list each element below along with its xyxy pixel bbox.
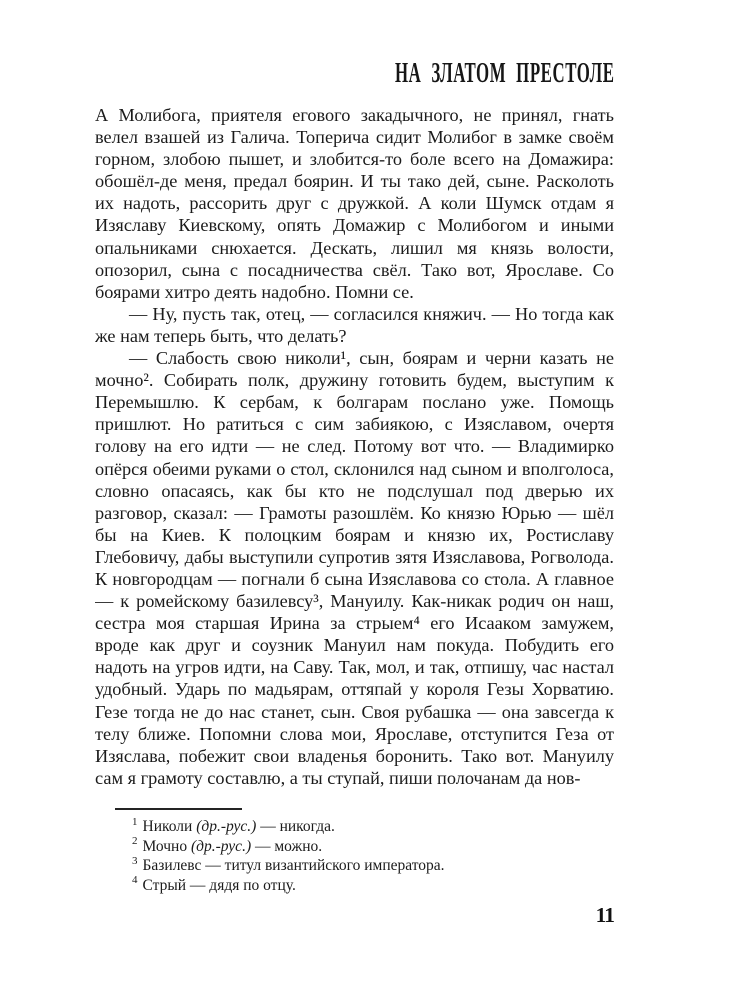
- footnote-term: Стрый — дядя по отцу.: [142, 876, 296, 894]
- footnote-number: 3: [132, 854, 138, 867]
- footnote: [95, 817, 614, 837]
- footnote-term: Мочно: [142, 837, 191, 855]
- footnote: [95, 856, 614, 876]
- footnote: [95, 837, 614, 857]
- footnote-number: 2: [132, 835, 138, 848]
- paragraph: — Ну, пусть так, отец, — согласился княжич. — Но тогда как же нам теперь быть, что делать?: [95, 303, 614, 346]
- footnote-lang-label: (др.-рус.): [196, 818, 257, 835]
- running-header: [95, 57, 615, 90]
- paragraph: А Молибога, приятеля егового закадычного, не принял, гнать велел взашей из Галича. Топерича сидит Молибог в замке своём горном, злобою пышет, и злобится-то боле всего на Домажира: обошёл-де меня, предал боярин. И ты тако дей, сыне. Расколоть их надоть, рассорить друг с дружкой. А коли Шумск отдам я Изяславу Киевскому, опять Домажир с Молибогом и иными опальниками снюхается. Дескать, лишил мя князь волости, опозорил, сына с посадничества свёл. Тако вот, Ярославе. Со боярами хитро деять надобно. Помни се.: [95, 105, 614, 302]
- page-number: 11: [595, 903, 614, 927]
- footnote-term: Николи: [142, 818, 197, 835]
- footnote-number: 1: [132, 815, 138, 828]
- footnote-separator: [115, 808, 242, 810]
- footnote-definition: — никогда.: [256, 818, 335, 835]
- chapter-title: НА ЗЛАТОМ ПРЕСТОЛЕ: [395, 57, 615, 89]
- footnote-lang-label: (др.-рус.): [190, 837, 252, 855]
- footnotes: [95, 808, 614, 895]
- footnote: [95, 876, 614, 896]
- body-text: [95, 104, 614, 804]
- footnote-number: 4: [132, 874, 138, 887]
- paragraph: — Слабость свою николи¹, сын, боярам и черни казать не мочно². Собирать полк, дружину готовить будем, выступим к Перемышлю. К сербам, к болгарам послано уже. Помощь пришлют. Но ратиться с сим забиякою, с Изяславом, очертя голову на его идти — не след. Потому вот что. — Владимирко опёрся обеими руками о стол, склонился над сыном и вполголоса, словно опасаясь, как бы кто не подслушал под дверью их разговор, сказал: — Грамоты разошлём. Ко князю Юрью — шёл бы на Киев. К полоцким боярам и князю их, Ростиславу Глебовичу, дабы выступили супротив зятя Изяславова, Рогволода. К новгородцам — погнали б сына Изяславова со стола. А главное — к ромейскому базилевсу³, Мануилу. Как-никак родич он наш, сестра моя старшая Ирина за стрыем⁴ его Исааком замужем, вроде как друг и соузник Мануил нам покуда. Побудить его надоть на угров идти, на Саву. Так, мол, и так, отпишу, час настал удобный. Ударь по мадьярам, оттяпай у короля Гезы Хорватию. Гезе тогда не до нас станет, сын. Своя рубашка — она завсегда к телу ближе. Попомни слова мои, Ярославе, отступится Геза от Изяслава, побежит свои владенья боронить. Тако вот. Мануилу сам я грамоту составлю, а ты ступай, пиши полочанам да нов-: [95, 348, 614, 788]
- footnote-definition: — можно.: [251, 837, 323, 855]
- footnote-term: Базилевс — титул византийского императора.: [142, 857, 445, 874]
